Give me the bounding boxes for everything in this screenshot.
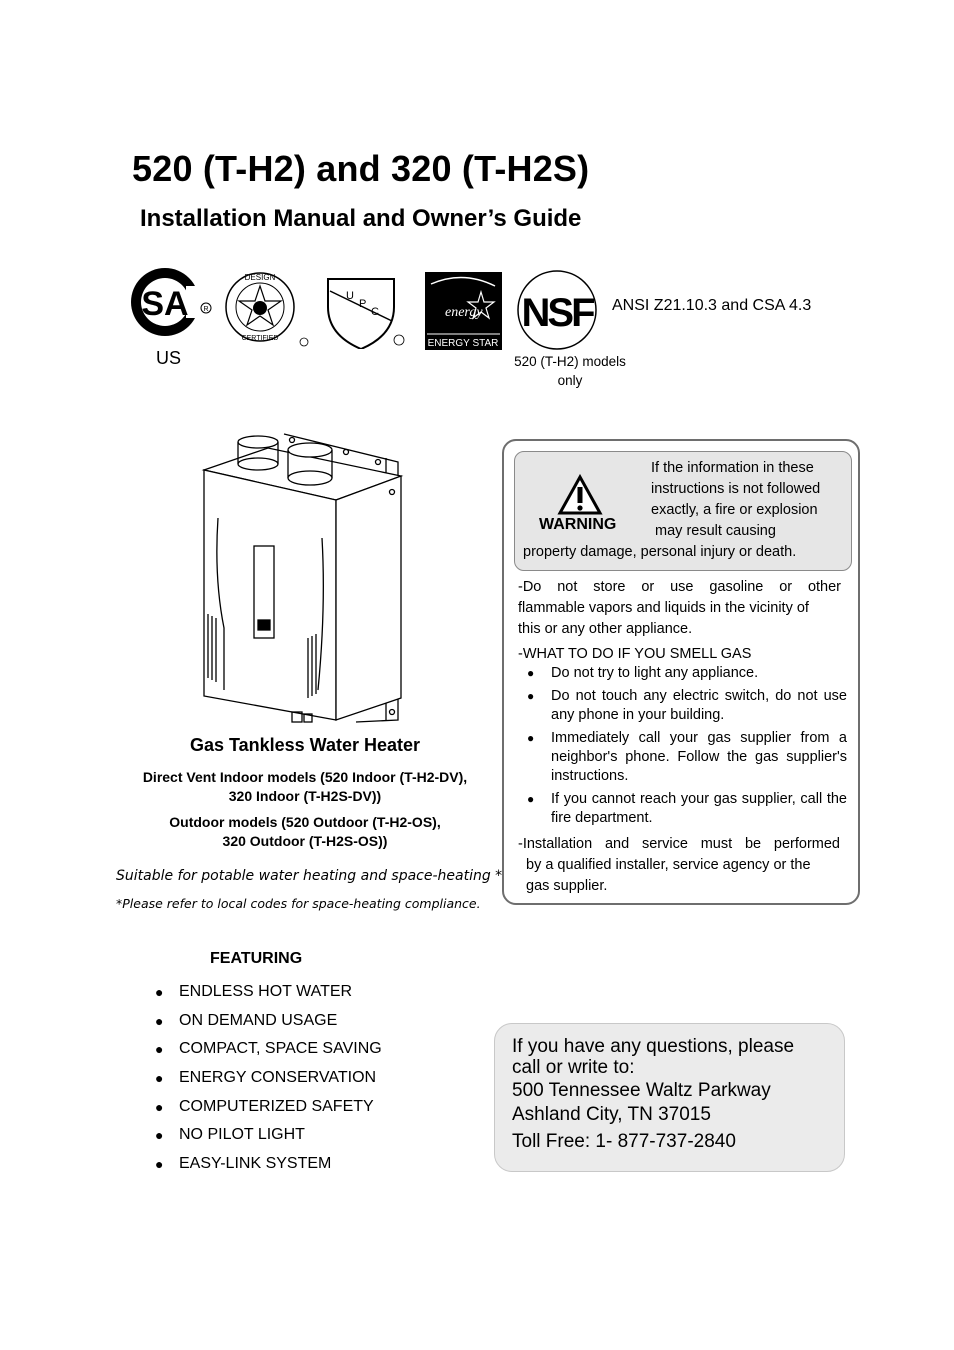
suitable-note: Suitable for potable water heating and space-heating * — [116, 868, 503, 884]
installation-warning: -Installation and service must be performed by a qualified installer, service agency or the gas supplier. — [518, 836, 840, 894]
list-item: ● Immediately call your gas supplier from a neighbor's phone. Follow the gas supplier's instructions. — [527, 730, 847, 784]
list-item: ● ENDLESS HOT WATER — [155, 983, 353, 1000]
gasoline-warning: -Do not store or use gasoline or other flammable vapors and liquids in the vicinity of this or any other appliance. — [518, 579, 841, 637]
svg-text:SA: SA — [141, 285, 189, 323]
contact-address: 500 Tennessee Waltz Parkway Ashland City, TN 37015 — [512, 1080, 771, 1125]
page-subtitle: Installation Manual and Owner’s Guide — [140, 205, 582, 232]
direct-vent-models: Direct Vent Indoor models (520 Indoor (T-H2-DV), 320 Indoor (T-H2S-DV)) — [142, 769, 468, 804]
svg-text:P: P — [359, 298, 367, 310]
outdoor-models: Outdoor models (520 Outdoor (T-H2-OS), 320 Outdoor (T-H2S-OS)) — [169, 814, 441, 849]
smell-gas-heading: -WHAT TO DO IF YOU SMELL GAS — [518, 646, 752, 662]
space-heating-footnote: *Please refer to local codes for space-heating compliance. — [116, 896, 481, 911]
list-item: ● EASY-LINK SYSTEM — [155, 1155, 332, 1173]
contact-intro: If you have any questions, please call or write to: — [512, 1036, 795, 1078]
list-item: ● Do not touch any electric switch, do not use any phone in your building. — [527, 688, 847, 723]
svg-text:U: U — [346, 290, 354, 302]
list-item: ● COMPUTERIZED SAFETY — [155, 1097, 374, 1115]
svg-text:energy: energy — [445, 305, 483, 320]
svg-text:R: R — [203, 306, 209, 313]
list-item: ● COMPACT, SPACE SAVING — [155, 1040, 382, 1058]
list-item: ● ON DEMAND USAGE — [155, 1011, 338, 1029]
energy-star-logo — [425, 272, 502, 355]
svg-text:NSF: NSF — [521, 291, 593, 335]
toll-free-phone: Toll Free: 1- 877-737-2840 — [512, 1131, 736, 1152]
water-heater-illustration — [196, 428, 410, 731]
upc-shield-logo — [326, 277, 408, 354]
list-item: ● ENERGY CONSERVATION — [155, 1069, 377, 1087]
nsf-note: 520 (T-H2) models only — [514, 354, 626, 388]
warning-label: WARNING — [539, 516, 617, 533]
svg-text:ENERGY STAR: ENERGY STAR — [427, 338, 499, 349]
list-item: ● Do not try to light any appliance. — [527, 665, 759, 681]
warning-intro: If the information in these instructions is not followed exactly, a fire or explosion may result causing — [651, 460, 821, 539]
warning-consequence: property damage, personal injury or death. — [523, 544, 797, 560]
page-title: 520 (T-H2) and 320 (T-H2S) — [132, 148, 590, 189]
svg-text:C: C — [371, 306, 379, 318]
standards-text: ANSI Z21.10.3 and CSA 4.3 — [612, 297, 812, 314]
smell-gas-steps — [527, 664, 847, 832]
list-item: ● NO PILOT LIGHT — [155, 1126, 305, 1144]
svg-text:CERTIFIED: CERTIFIED — [241, 335, 279, 342]
product-name: Gas Tankless Water Heater — [189, 735, 421, 755]
csa-us-label: US — [156, 348, 182, 368]
warning-triangle-icon — [557, 474, 603, 521]
svg-text:DESIGN: DESIGN — [244, 273, 276, 282]
featuring-heading: FEATURING — [210, 950, 303, 967]
features-list — [155, 982, 382, 1183]
design-certified-seal — [224, 268, 314, 355]
nsf-logo — [516, 268, 600, 357]
list-item: ● If you cannot reach your gas supplier, call the fire department. — [527, 791, 847, 826]
